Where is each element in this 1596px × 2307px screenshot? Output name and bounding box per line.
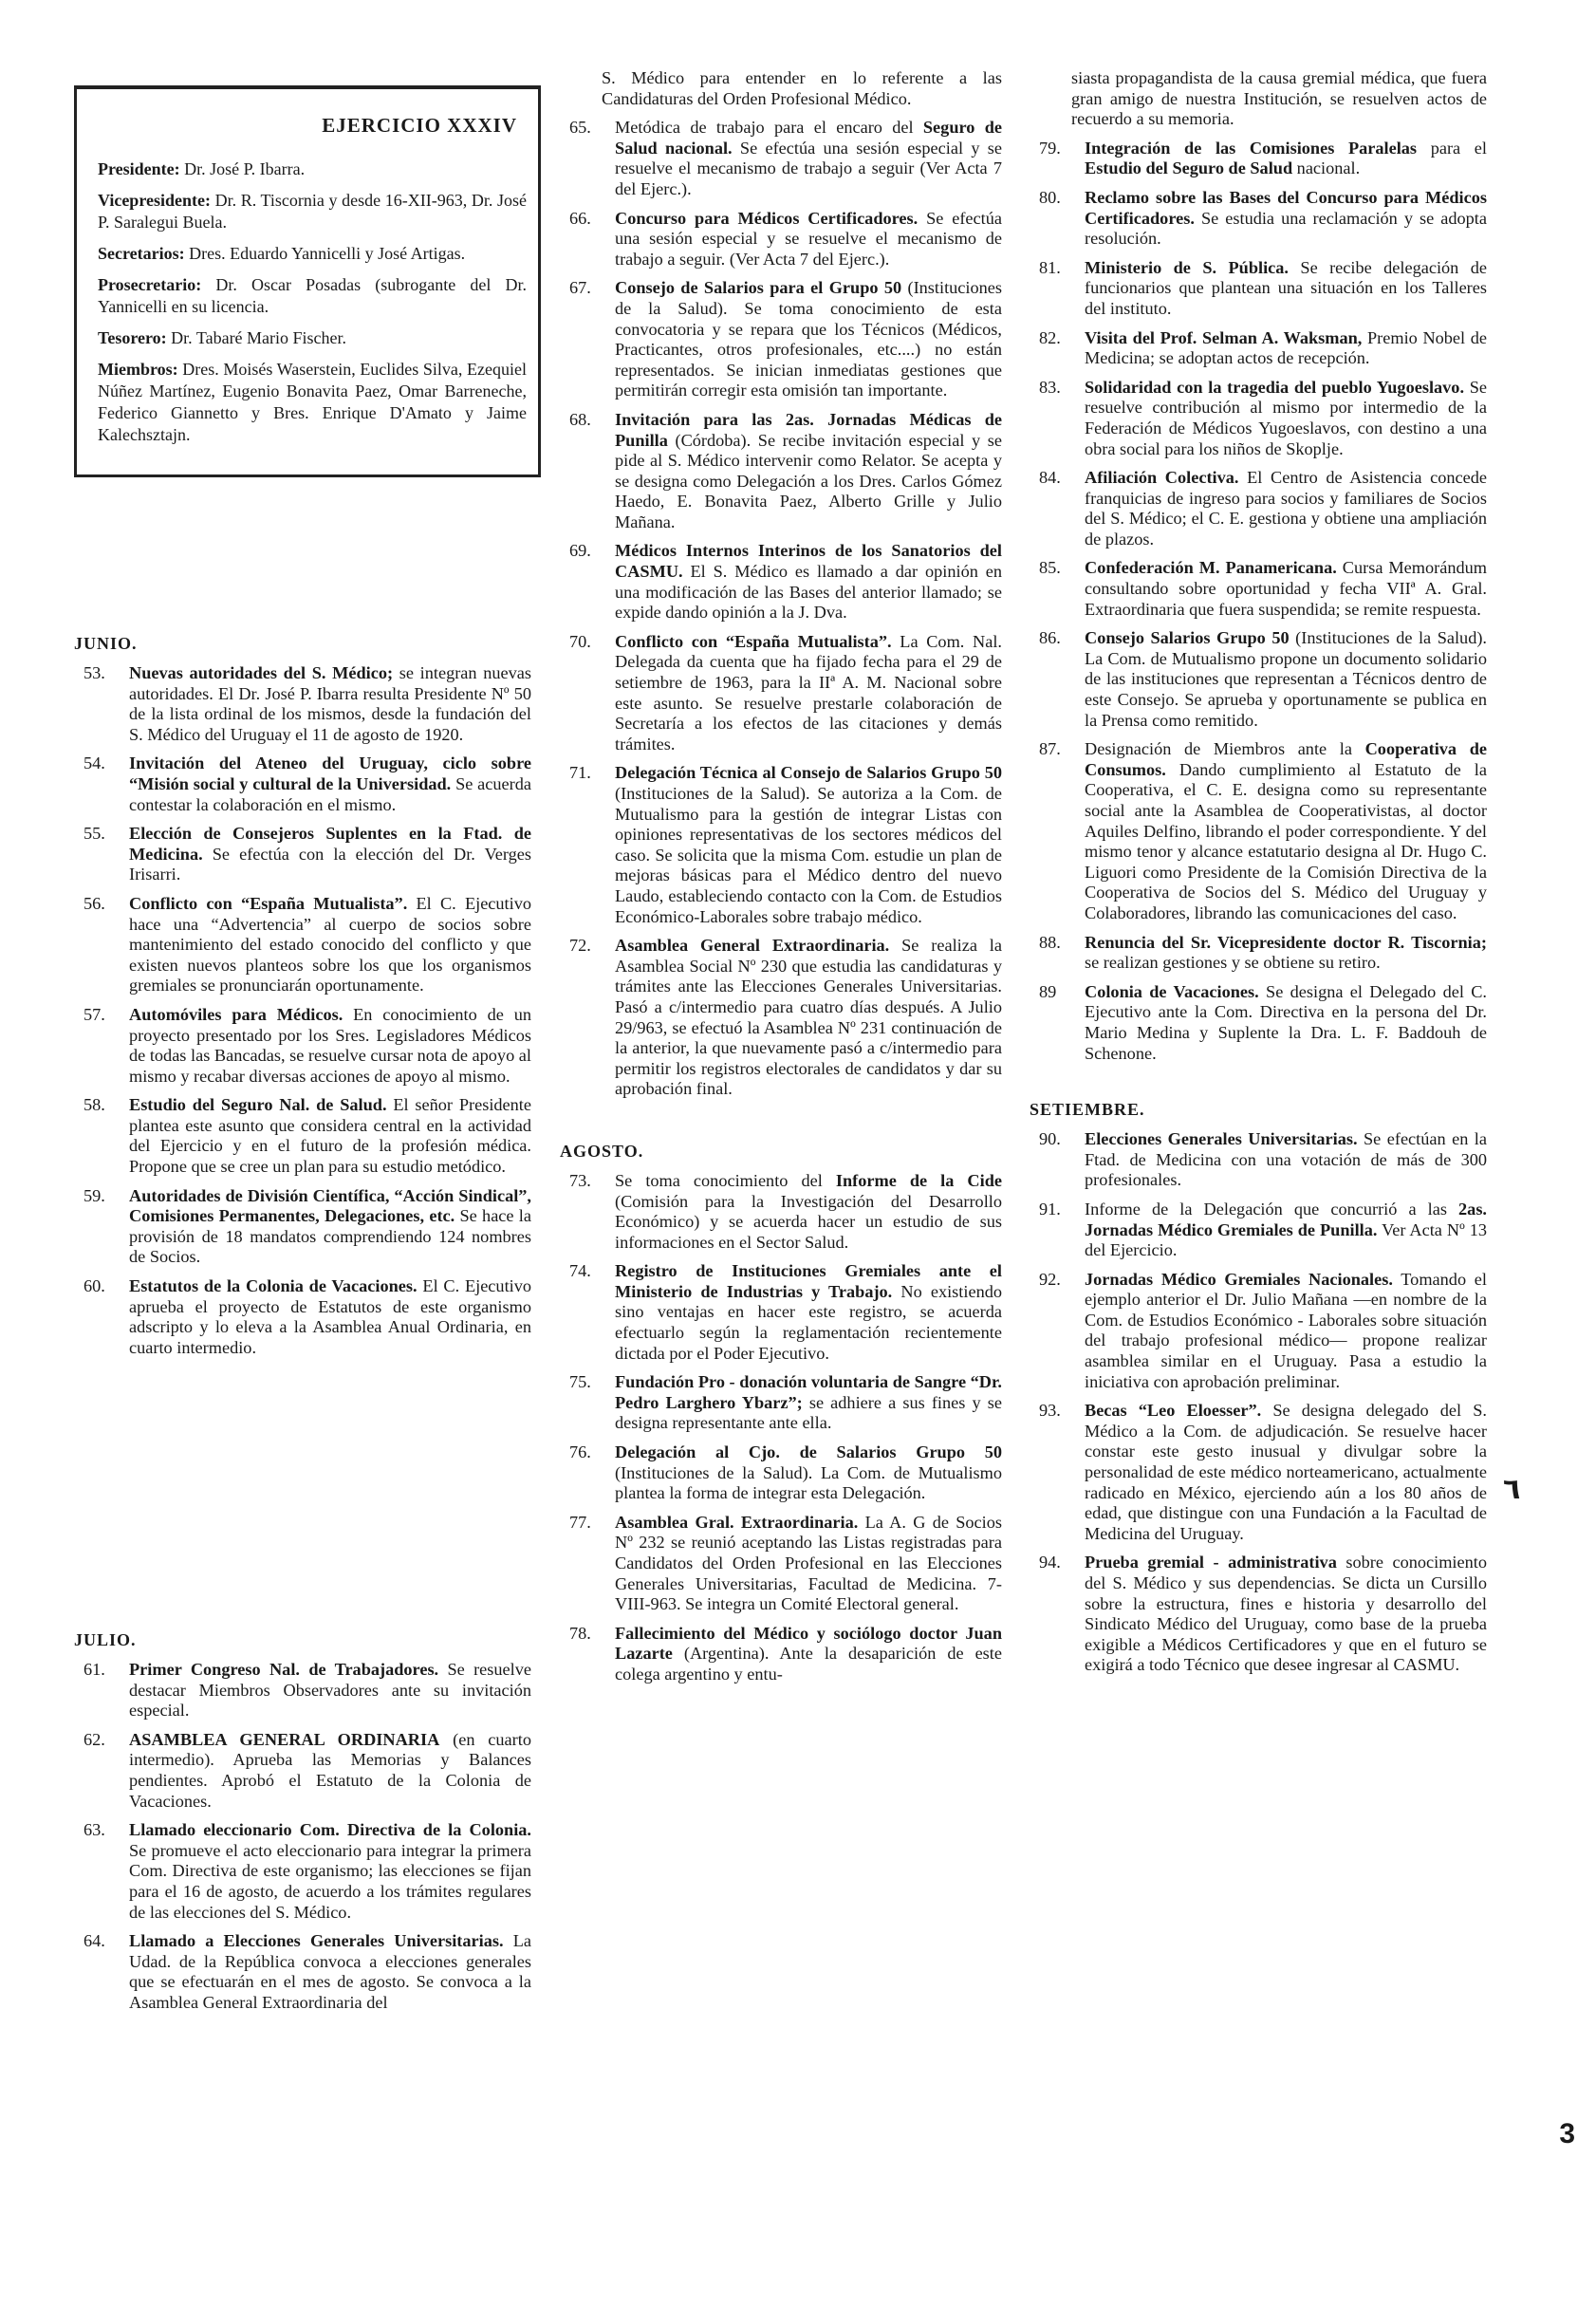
list-item bbox=[74, 1660, 531, 1721]
entry-text: El C. Ejecutivo hace una “Advertencia” al cuerpo de socios sobre mantenimiento del estado conocido del conflicto y que existen nuevos planteos sobre los que los organismos gremiales se pronunciarán oportunamente. bbox=[129, 893, 532, 995]
entry-number: 67. bbox=[569, 278, 591, 298]
list-item bbox=[1030, 188, 1487, 250]
entry-number: 80. bbox=[1039, 187, 1061, 207]
entry-heading: Estudio del Seguro de Salud bbox=[1085, 158, 1293, 178]
entry-number: 89 bbox=[1039, 981, 1057, 1001]
list-item bbox=[560, 1513, 1002, 1615]
entry-number: 53. bbox=[84, 663, 105, 682]
entry-heading: Integración de las Comisiones Paralelas bbox=[1085, 138, 1418, 158]
list-item bbox=[1030, 933, 1487, 974]
entry-heading: Registro de Instituciones Gremiales ante el Ministerio de Industrias y Trabajo. bbox=[615, 1261, 1002, 1301]
setiembre-entries bbox=[1030, 1129, 1487, 1676]
entry-number: 77. bbox=[569, 1512, 591, 1532]
entry-heading: 2as. Jornadas Médico Gremiales de Punilla. bbox=[1085, 1199, 1487, 1239]
entry-text: Se designa delegado del S. Médico a la Com. de adjudicación. Se resuelve hacer constar este gesto inusual y divulgar sobre la personalidad de este médico norteamericano, actualmente radicado en México, ejerciendo aún a los 80 años de edad, que distingue con una Fundación a la Facultad de Medicina del Uruguay. bbox=[1085, 1401, 1487, 1543]
list-item bbox=[74, 1186, 531, 1268]
role-value: Dres. Eduardo Yannicelli y José Artigas. bbox=[184, 244, 466, 263]
list-item bbox=[560, 410, 1002, 533]
entry-number: 60. bbox=[84, 1276, 105, 1296]
list-item bbox=[1030, 558, 1487, 620]
entry-number: 71. bbox=[569, 763, 591, 783]
entry-number: 62. bbox=[84, 1729, 105, 1749]
entry-heading: Estudio del Seguro Nal. de Salud. bbox=[129, 1095, 387, 1115]
entry-text: (Argentina). Ante la desaparición de este colega argentino y entu- bbox=[615, 1644, 1002, 1684]
entry-heading: Fallecimiento del Médico y sociólogo doctor Juan Lazarte bbox=[615, 1623, 1002, 1664]
entry-text: (en cuarto intermedio). Aprueba las Memorias y Balances pendientes. Aprobó el Estatuto de la Colonia de Vacaciones. bbox=[129, 1729, 531, 1811]
entry-heading: Informe de la Cide bbox=[835, 1170, 1002, 1190]
role-label: Tesorero: bbox=[98, 328, 167, 347]
list-item bbox=[1030, 739, 1487, 923]
entry-number: 61. bbox=[84, 1660, 105, 1679]
list-item bbox=[74, 1276, 531, 1358]
list-item bbox=[74, 1005, 531, 1087]
entry-text: Metódica de trabajo para el encaro del bbox=[615, 118, 923, 138]
entry-text: Dando cumplimiento al Estatuto de la Cooperativa, el C. E. designa como su representante social ante la Asamblea de Cooperativistas, al doctor Aquiles Delfino, librando el poder correspondiente. Y del mismo tenor y alcance estatutario designa al Dr. Hugo C. Liguori como Presidente de la Comisión Directiva de la Cooperativa de Socios del S. Médico del Uruguay y Colaboradores, librando las comunicaciones del caso. bbox=[1085, 759, 1487, 922]
list-item bbox=[1030, 258, 1487, 320]
entry-number: 58. bbox=[84, 1095, 105, 1115]
entry-text: El S. Médico es llamado a dar opinión en una modificación de las Bases del anterior llamado; se expide dando opinión a la J. Dva. bbox=[615, 562, 1002, 623]
entry-number: 85. bbox=[1039, 558, 1061, 578]
role-label: Vicepresidente: bbox=[98, 191, 211, 210]
list-item bbox=[560, 1372, 1002, 1434]
list-item bbox=[1030, 1553, 1487, 1676]
entry-number: 66. bbox=[569, 208, 591, 228]
col3-continuation: siasta propagandista de la causa gremial médica, que fuera gran amigo de nuestra Institución, se resuelven actos de recuerdo a su memoria. bbox=[1071, 68, 1487, 129]
list-item bbox=[1030, 139, 1487, 179]
entry-text: Se designa el Delegado del C. Ejecutivo ante la Com. Directiva en la persona del Dr. Mario Medina y Suplente la Dra. L. F. Baddouh de Schenone. bbox=[1085, 981, 1488, 1063]
entry-text: (Córdoba). Se recibe invitación especial y se pide al S. Médico intervenir como Relator. Se acepta y se designa como Delegación a los Dres. Carlos Gómez Haedo, E. Bonavita Paez, Alberto Grille y Julio Mañana. bbox=[615, 430, 1002, 531]
authority-role bbox=[98, 190, 527, 233]
list-item bbox=[560, 1261, 1002, 1364]
column-middle bbox=[560, 68, 1002, 1694]
list-item bbox=[560, 763, 1002, 927]
entry-text: La A. G de Socios Nº 232 se reunió aceptando las Listas registradas para Candidatos del Orden Profesional en las Elecciones Generales Universitarias, Facultad de Medicina. 7-VIII-963. Se integra un Comité Electoral general. bbox=[615, 1512, 1003, 1614]
list-item bbox=[74, 663, 531, 745]
role-label: Miembros: bbox=[98, 360, 178, 379]
month-heading-setiembre: SETIEMBRE. bbox=[1030, 1100, 1145, 1120]
entry-number: 63. bbox=[84, 1820, 105, 1840]
list-item bbox=[560, 1442, 1002, 1504]
entry-number: 72. bbox=[569, 936, 591, 956]
entry-text: (Instituciones de la Salud). Se toma conocimiento de esta convocatoria y se repara que los Técnicos (Médicos, Practicantes, otros profesionales, etc....) no están representados. Se inician inmediatas gestiones que permitirán corregir esta omisión tan importante. bbox=[615, 278, 1002, 400]
entry-text: El C. Ejecutivo aprueba el proyecto de Estatutos de este organismo adscripto y lo eleva a la Asamblea Anual Ordinaria, en cuarto intermedio. bbox=[129, 1276, 532, 1357]
entry-heading: Fundación Pro - donación voluntaria de Sangre “Dr. Pedro Larghero Ybarz”; bbox=[615, 1372, 1002, 1412]
col3-entries bbox=[1030, 139, 1487, 1064]
entry-number: 88. bbox=[1039, 932, 1061, 952]
entry-text: Cursa Memorándum consultando sobre oportunidad y fecha VIIª A. Gral. Extraordinaria que fuera suspendida; se remite respuesta. bbox=[1085, 558, 1487, 619]
authority-role bbox=[98, 359, 527, 446]
entry-number: 55. bbox=[84, 824, 105, 844]
entry-heading: Jornadas Médico Gremiales Nacionales. bbox=[1085, 1269, 1393, 1289]
entry-number: 82. bbox=[1039, 327, 1061, 347]
entry-heading: Elección de Consejeros Suplentes en la Ftad. de Medicina. bbox=[129, 824, 531, 864]
list-item bbox=[560, 278, 1002, 401]
month-heading-junio: JUNIO. bbox=[74, 634, 138, 653]
entry-text: Se efectúan en la Ftad. de Medicina con una votación de más de 300 profesionales. bbox=[1085, 1129, 1487, 1190]
entry-heading: Ministerio de S. Pública. bbox=[1085, 257, 1289, 277]
list-item bbox=[74, 1931, 531, 2013]
entry-number: 81. bbox=[1039, 257, 1061, 277]
entry-number: 57. bbox=[84, 1004, 105, 1024]
entry-heading: Llamado a Elecciones Generales Universitarias. bbox=[129, 1931, 504, 1951]
list-item bbox=[1030, 1129, 1487, 1191]
entry-number: 92. bbox=[1039, 1269, 1061, 1289]
entry-text: para el bbox=[1417, 138, 1488, 158]
entry-heading: Prueba gremial - administrativa bbox=[1085, 1553, 1337, 1572]
entry-text: En conocimiento de un proyecto presentado por los Sres. Legisladores Médicos de todas las Bancadas, se resuelve cursar nota de apoyo al mismo y recabar diversas acciones de apoyo al mismo. bbox=[129, 1004, 531, 1086]
list-item bbox=[1030, 982, 1487, 1064]
junio-entries bbox=[74, 663, 531, 1358]
authority-role bbox=[98, 274, 527, 318]
entry-number: 94. bbox=[1039, 1553, 1061, 1572]
entry-heading: Invitación del Ateneo del Uruguay, ciclo sobre “Misión social y cultural de la Universidad. bbox=[129, 753, 531, 793]
entry-text: Se realiza la Asamblea Social Nº 230 que estudia las candidaturas y trámites ante las Elecciones Generales Universitarias. Pasó a c/intermedio para cuatro días después. A Julio 29/963, se efectuó la Asamblea Nº 231 continuación de la anterior, la que nuevamente pasó a c/intermedio para permitir los registros electorales de candidatos y dar su aprobación final. bbox=[615, 936, 1003, 1099]
entry-text: (Instituciones de la Salud). Se autoriza a la Com. de Mutualismo para la gestión de integrar Listas con opiniones representativas de los sectores médicos del caso. Se solicita que la misma Com. estudie un plan de mejoras básicas para el Médico dentro del nuevo Laudo, estableciendo contacto con la Com. de Estudios Económico-Laborales sobre trabajo médico. bbox=[615, 784, 1002, 926]
entry-text: La Udad. de la República convoca a elecciones generales que se efectuarán en el mes de agosto. Se convoca a la Asamblea General Extraordinaria del bbox=[129, 1931, 531, 2012]
entry-text: Tomando el ejemplo anterior el Dr. Julio Mañana —en nombre de la Com. de Estudios Económico - Laborales sobre situación del trabajo profesional médico— propone realizar asamblea similar en el Uruguay. Pasa a estudio la iniciativa con aprobación preliminar. bbox=[1085, 1269, 1487, 1391]
entry-text: (Comisión para la Investigación del Desarrollo Económico) y se acuerda hacer un estudio de sus informaciones en el Sector Salud. bbox=[615, 1191, 1002, 1252]
col2-continuation: S. Médico para entender en lo referente a las Candidaturas del Orden Profesional Médico. bbox=[602, 68, 1002, 108]
entry-text: Designación de Miembros ante la bbox=[1085, 739, 1365, 759]
entry-text: Se estudia una reclamación y se adopta resolución. bbox=[1085, 208, 1487, 249]
entry-number: 64. bbox=[84, 1931, 105, 1951]
entry-heading: Nuevas autoridades del S. Médico; bbox=[129, 663, 394, 682]
list-item bbox=[560, 1171, 1002, 1253]
list-item bbox=[560, 936, 1002, 1100]
entry-heading: Renuncia del Sr. Vicepresidente doctor R. Tiscornia; bbox=[1085, 932, 1487, 952]
entry-text: Se acuerda contestar la colaboración en el mismo. bbox=[129, 773, 532, 814]
list-item bbox=[1030, 328, 1487, 369]
list-item bbox=[1030, 1401, 1487, 1544]
entry-number: 74. bbox=[569, 1261, 591, 1281]
entry-heading: Consejo Salarios Grupo 50 bbox=[1085, 628, 1290, 648]
entry-text: Se toma conocimiento del bbox=[615, 1170, 836, 1190]
role-label: Presidente: bbox=[98, 159, 180, 178]
list-item bbox=[74, 753, 531, 815]
entry-text: sobre conocimiento del S. Médico y sus dependencias. Se dicta un Cursillo sobre la estructura, fines e historia y desarrollo del Sindicato Médico del Uruguay, como base de la prueba exigible a Médicos Certificadores y que en el futuro se exigirá a todo Técnico que desee ingresar al CASMU. bbox=[1085, 1553, 1487, 1675]
entry-heading: Invitación para las 2as. Jornadas Médicas de Punilla bbox=[615, 409, 1002, 450]
entry-heading: Autoridades de División Científica, “Acción Sindical”, Comisiones Permanentes, Delegaciones, etc. bbox=[129, 1185, 531, 1226]
entry-heading: Conflicto con “España Mutualista”. bbox=[129, 893, 408, 913]
list-item bbox=[1030, 378, 1487, 459]
authorities-title: EJERCICIO XXXIV bbox=[322, 114, 517, 137]
role-value: Dres. Moisés Waserstein, Euclides Silva, Ezequiel Núñez Martínez, Eugenio Bonavita Paez, Omar Barreneche, Federico Giannetto y Bres. Enrique D'Amato y Jaime Kalechsztajn. bbox=[98, 360, 527, 444]
entry-text: nacional. bbox=[1292, 158, 1361, 178]
list-item bbox=[74, 824, 531, 885]
entry-number: 73. bbox=[569, 1170, 591, 1190]
entry-text: Premio Nobel de Medicina; se adoptan actos de recepción. bbox=[1085, 327, 1487, 368]
entry-heading: Médicos Internos Interinos de los Sanatorios del CASMU. bbox=[615, 541, 1002, 582]
entry-text: Se efectúa una sesión especial y se resuelve el mecanismo de trabajo a seguir. (Ver Acta 7 del Ejerc.). bbox=[615, 208, 1002, 269]
entry-number: 69. bbox=[569, 541, 591, 561]
entry-heading: Reclamo sobre las Bases del Concurso para Médicos Certificadores. bbox=[1085, 187, 1487, 228]
entry-heading: Becas “Leo Eloesser”. bbox=[1085, 1401, 1262, 1421]
entry-heading: ASAMBLEA GENERAL ORDINARIA bbox=[129, 1729, 440, 1749]
entry-text: se adhiere a sus fines y se designa representante ante ella. bbox=[615, 1392, 1002, 1433]
authorities-roles bbox=[98, 158, 527, 446]
authority-role bbox=[98, 243, 527, 265]
list-item bbox=[1030, 1200, 1487, 1261]
entry-number: 70. bbox=[569, 631, 591, 651]
entry-heading: Consejo de Salarios para el Grupo 50 bbox=[615, 278, 902, 298]
entry-number: 79. bbox=[1039, 138, 1061, 158]
agosto-section bbox=[560, 1142, 1002, 1685]
list-item bbox=[74, 1730, 531, 1812]
entry-number: 87. bbox=[1039, 739, 1061, 759]
entry-text: El señor Presidente plantea este asunto que considera central en la actividad del Ejercicio y en el futuro de la profesión médica. Propone que se cree un plan para su estudio metódico. bbox=[129, 1095, 531, 1177]
list-item bbox=[74, 1820, 531, 1923]
entry-number: 86. bbox=[1039, 628, 1061, 648]
entry-number: 76. bbox=[569, 1442, 591, 1462]
list-item bbox=[74, 1095, 531, 1177]
entry-heading: Concurso para Médicos Certificadores. bbox=[615, 208, 919, 228]
entry-number: 90. bbox=[1039, 1129, 1061, 1149]
entry-heading: Delegación al Cjo. de Salarios Grupo 50 bbox=[615, 1442, 1002, 1462]
entry-text: Se resuelve destacar Miembros Observadores ante su invitación especial. bbox=[129, 1660, 531, 1721]
list-item bbox=[1030, 1270, 1487, 1393]
entry-heading: Asamblea General Extraordinaria. bbox=[615, 936, 890, 956]
page-number: 3 bbox=[1559, 2118, 1575, 2149]
entry-heading: Automóviles para Médicos. bbox=[129, 1004, 343, 1024]
list-item bbox=[560, 541, 1002, 623]
entry-text: Se resuelve contribución al mismo por intermedio de la Federación de Médicos Yugoeslavos, con destino a una obra social para los niños de Skoplje. bbox=[1085, 377, 1487, 458]
entry-text: Se hace la provisión de 18 mandatos comprendiendo 124 nombres de Socios. bbox=[129, 1206, 531, 1267]
entry-number: 83. bbox=[1039, 377, 1061, 397]
entry-number: 91. bbox=[1039, 1199, 1061, 1219]
month-heading-agosto: AGOSTO. bbox=[560, 1141, 644, 1161]
entry-text: Ver Acta Nº 13 del Ejercicio. bbox=[1085, 1219, 1487, 1260]
entry-heading: Conflicto con “España Mutualista”. bbox=[615, 631, 892, 651]
entry-number: 84. bbox=[1039, 468, 1061, 488]
list-item bbox=[1030, 628, 1487, 731]
entry-heading: Elecciones Generales Universitarias. bbox=[1085, 1129, 1358, 1149]
role-value: Dr. Tabaré Mario Fischer. bbox=[166, 328, 347, 347]
authority-role bbox=[98, 158, 527, 180]
agosto-entries bbox=[560, 1171, 1002, 1685]
entry-heading: Primer Congreso Nal. de Trabajadores. bbox=[129, 1660, 439, 1679]
entry-number: 56. bbox=[84, 893, 105, 913]
margin-mark: ٦ bbox=[1503, 1474, 1521, 1505]
list-item bbox=[560, 1624, 1002, 1685]
entry-heading: Estatutos de la Colonia de Vacaciones. bbox=[129, 1276, 418, 1296]
entry-heading: Asamblea Gral. Extraordinaria. bbox=[615, 1512, 859, 1532]
list-item bbox=[560, 209, 1002, 270]
entry-heading: Colonia de Vacaciones. bbox=[1085, 981, 1259, 1001]
setiembre-section bbox=[1030, 1100, 1487, 1676]
entry-text: se realizan gestiones y se obtiene su retiro. bbox=[1085, 953, 1381, 973]
list-item bbox=[560, 632, 1002, 755]
list-item bbox=[1030, 468, 1487, 549]
month-heading-julio: JULIO. bbox=[74, 1630, 137, 1649]
entry-text: No existiendo sino ventajas en hacer este registro, se acuerda efectuarlo según la reglamentación recientemente dictada por el Poder Ejecutivo. bbox=[615, 1281, 1002, 1363]
entry-heading: Solidaridad con la tragedia del pueblo Yugoeslavo. bbox=[1085, 377, 1465, 397]
entry-heading: Delegación Técnica al Consejo de Salarios Grupo 50 bbox=[615, 763, 1002, 783]
entry-text: Se efectúa una sesión especial y se resuelve el mecanismo de trabajo a seguir (Ver Acta 7 del Ejerc.). bbox=[615, 138, 1003, 198]
entry-text: Informe de la Delegación que concurrió a las bbox=[1085, 1199, 1459, 1219]
entry-text: El Centro de Asistencia concede franquicias de ingreso para socios y familiares de Socios del S. Médico; el C. E. gestiona y obtiene una ampliación de plazos. bbox=[1085, 468, 1487, 549]
role-value: Dr. Oscar Posadas (subrogante del Dr. Yannicelli en su licencia. bbox=[98, 275, 527, 316]
entry-heading: Afiliación Colectiva. bbox=[1085, 468, 1239, 488]
entry-number: 93. bbox=[1039, 1401, 1061, 1421]
entry-heading: Visita del Prof. Selman A. Waksman, bbox=[1085, 327, 1363, 347]
entry-number: 68. bbox=[569, 409, 591, 429]
entry-number: 65. bbox=[569, 118, 591, 138]
entry-text: Se promueve el acto eleccionario para integrar la primera Com. Directiva de este organismo; las elecciones se fijan para el 16 de agosto, de acuerdo a los trámites regulares de las elecciones del S. Médico. bbox=[129, 1840, 531, 1922]
julio-entries bbox=[74, 1660, 531, 2014]
authorities-box bbox=[74, 85, 541, 477]
entry-number: 54. bbox=[84, 753, 105, 773]
list-item bbox=[74, 894, 531, 996]
entry-number: 75. bbox=[569, 1372, 591, 1392]
role-label: Prosecretario: bbox=[98, 275, 202, 294]
julio-section bbox=[74, 1630, 531, 2022]
entry-text: (Instituciones de la Salud). La Com. de Mutualismo propone un documento solidario de las instituciones que representan a Técnicos dentro de este Consejo. Se aprueba y oportunamente se publica en la Prensa como remitido. bbox=[1085, 628, 1487, 730]
entry-text: La Com. Nal. Delegada da cuenta que ha fijado fecha para el 29 de setiembre de 1963, para la IIª A. M. Nacional sobre este asunto. Se resuelve prestarle colaboración de Secretaría a los efectos de las citaciones y demás trámites. bbox=[615, 631, 1002, 753]
list-item bbox=[560, 118, 1002, 199]
entry-text: Se recibe delegación de funcionarios que plantean una situación en los Talleres del instituto. bbox=[1085, 257, 1487, 318]
role-value: Dr. José P. Ibarra. bbox=[179, 159, 306, 178]
entry-heading: Seguro de Salud nacional. bbox=[615, 118, 1002, 158]
column-right bbox=[1030, 68, 1487, 1684]
entry-text: se integran nuevas autoridades. El Dr. José P. Ibarra resulta Presidente Nº 50 de la lista ordinal de los mismos, desde la fundación del S. Médico del Uruguay el 11 de agosto de 1920. bbox=[129, 663, 531, 744]
entry-heading: Cooperativa de Consumos. bbox=[1085, 739, 1487, 779]
role-label: Secretarios: bbox=[98, 244, 185, 263]
entry-text: (Instituciones de la Salud). La Com. de Mutualismo plantea la forma de integrar esta Delegación. bbox=[615, 1462, 1002, 1503]
entry-text: Se efectúa con la elección del Dr. Verges Irisarri. bbox=[129, 844, 531, 884]
entry-number: 78. bbox=[569, 1623, 591, 1643]
entry-heading: Confederación M. Panamericana. bbox=[1085, 558, 1337, 578]
junio-section bbox=[74, 634, 531, 1367]
role-value: Dr. R. Tiscornia y desde 16-XII-963, Dr. José P. Saralegui Buela. bbox=[98, 191, 527, 232]
entry-heading: Llamado eleccionario Com. Directiva de la Colonia. bbox=[129, 1820, 531, 1840]
authority-role bbox=[98, 327, 527, 349]
col2-entries bbox=[560, 118, 1002, 1100]
entry-number: 59. bbox=[84, 1185, 105, 1205]
